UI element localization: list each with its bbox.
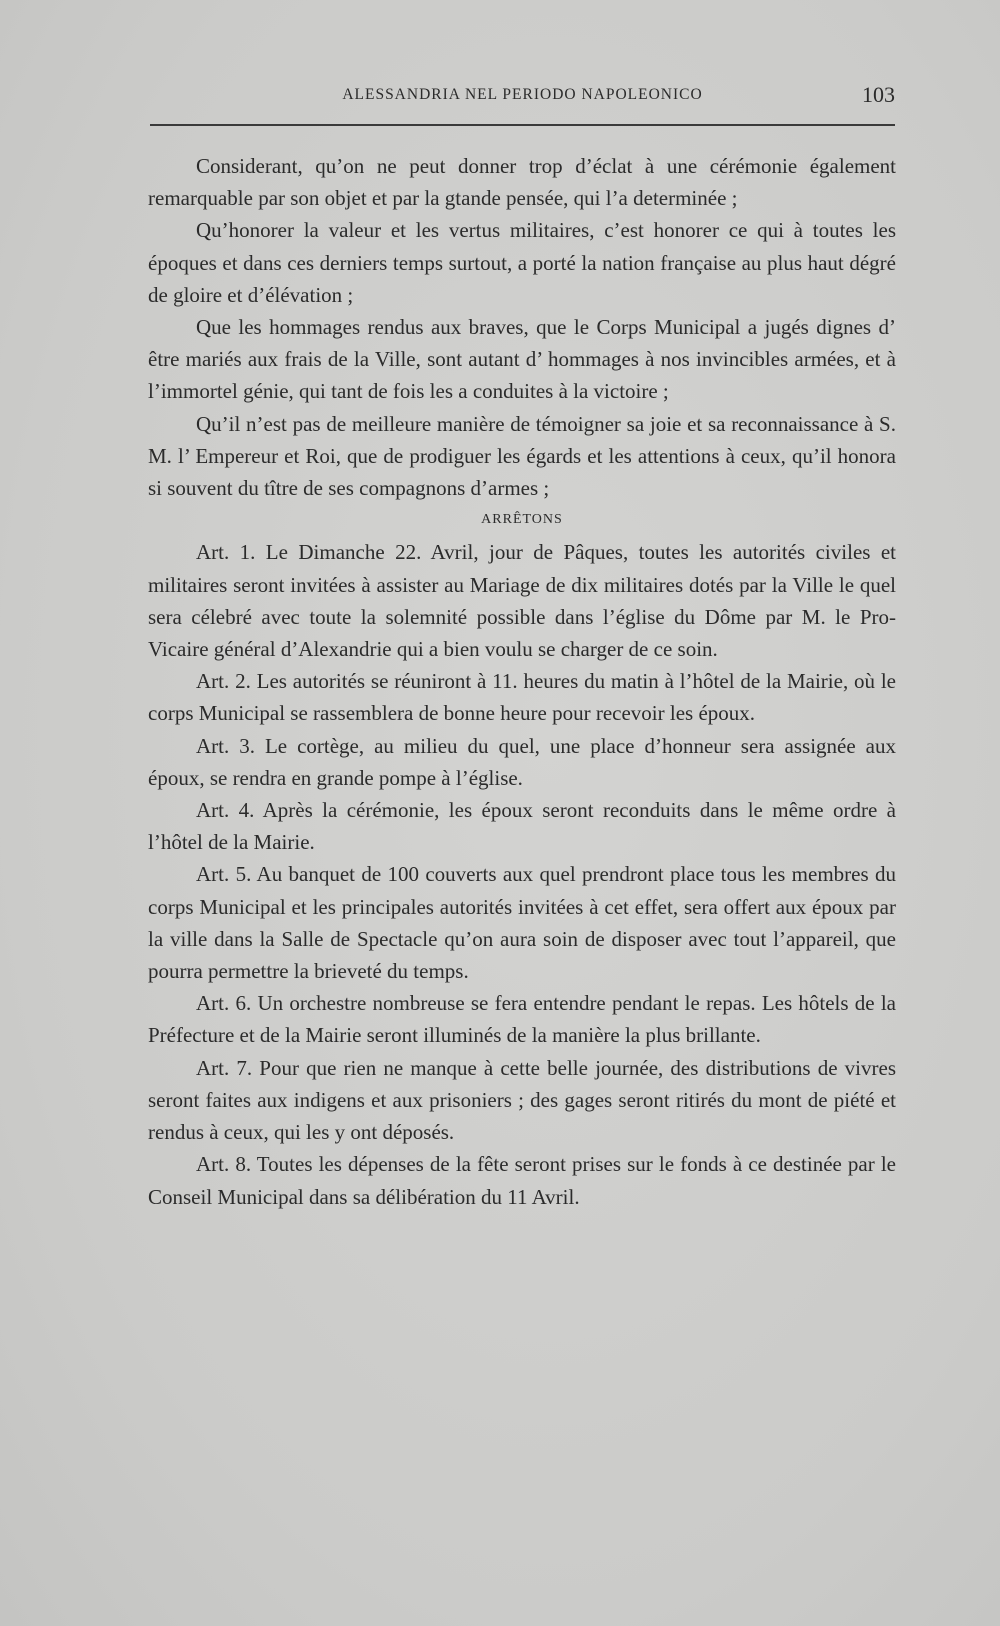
article: Art. 4. Après la cérémonie, les époux seront reconduits dans le même ordre à l’hôtel de la Mairie. [148, 798, 896, 855]
running-head [150, 82, 895, 112]
paragraph: Qu’il n’est pas de meilleure manière de témoigner sa joie et sa reconnaissance à S. M. l’ Empereur et Roi, que de prodiguer les égards et les attentions à ceux, qu’il honora si souvent du tître de ses compagnons d’armes ; [148, 411, 896, 501]
page-number: 103 [862, 82, 895, 107]
body-text [148, 150, 896, 1213]
paragraph: Qu’honorer la valeur et les vertus militaires, c’est honorer ce qui à toutes les époques et dans ces derniers temps surtout, a porté la nation française au plus haut dégré de gloire et d’élévation ; [148, 218, 896, 307]
running-title: ALESSANDRIA NEL PERIODO NAPOLEONICO [342, 86, 703, 103]
article: Art. 6. Un orchestre nombreuse se fera entendre pendant le repas. Les hôtels de la Préfecture et de la Mairie seront illuminés de la manière la plus brillante. [148, 991, 896, 1048]
section-heading: ARRÊTONS [481, 512, 563, 528]
header-rule [150, 124, 895, 126]
article: Art. 8. Toutes les dépenses de la fête seront prises sur le fonds à ce destinée par le Conseil Municipal dans sa délibération du 11 Avril. [148, 1152, 896, 1209]
article: Art. 1. Le Dimanche 22. Avril, jour de Pâques, toutes les autorités civiles et militaires seront invitées à assister au Mariage de dix militaires dotés par la Ville le quel sera célebré avec toute la solemnité possible dans l’église du Dôme par M. le Pro-Vicaire général d’Alexandrie qui a bien voulu se charger de ce soin. [148, 540, 896, 662]
paragraph: Que les hommages rendus aux braves, que le Corps Municipal a jugés dignes d’ être mariés aux frais de la Ville, sont autant d’ hommages à nos invincibles armées, et à l’immortel génie, qui tant de fois les a conduites à la victoire ; [148, 315, 896, 404]
article: Art. 5. Au banquet de 100 couverts aux quel prendront place tous les membres du corps Municipal et les principales autorités invitées à cet effet, sera offert aux époux par la ville dans la Salle de Spectacle qu’on aura soin de disposer avec tout l’appareil, que pourra permettre la brieveté du temps. [148, 862, 896, 984]
paragraph: Considerant, qu’on ne peut donner trop d’éclat à une cérémonie également remarquable par son objet et par la gtande pensée, qui l’a determinée ; [148, 154, 896, 211]
article: Art. 3. Le cortège, au milieu du quel, une place d’honneur sera assignée aux époux, se rendra en grande pompe à l’église. [148, 733, 896, 790]
article: Art. 7. Pour que rien ne manque à cette belle journée, des distributions de vivres seront faites aux indigens et aux prisoniers ; des gages seront ritirés du mont de piété et rendus à ceux, qui les y ont déposés. [148, 1055, 896, 1145]
article: Art. 2. Les autorités se réuniront à 11. heures du matin à l’hôtel de la Mairie, où le corps Municipal se rassemblera de bonne heure pour recevoir les époux. [148, 669, 896, 726]
